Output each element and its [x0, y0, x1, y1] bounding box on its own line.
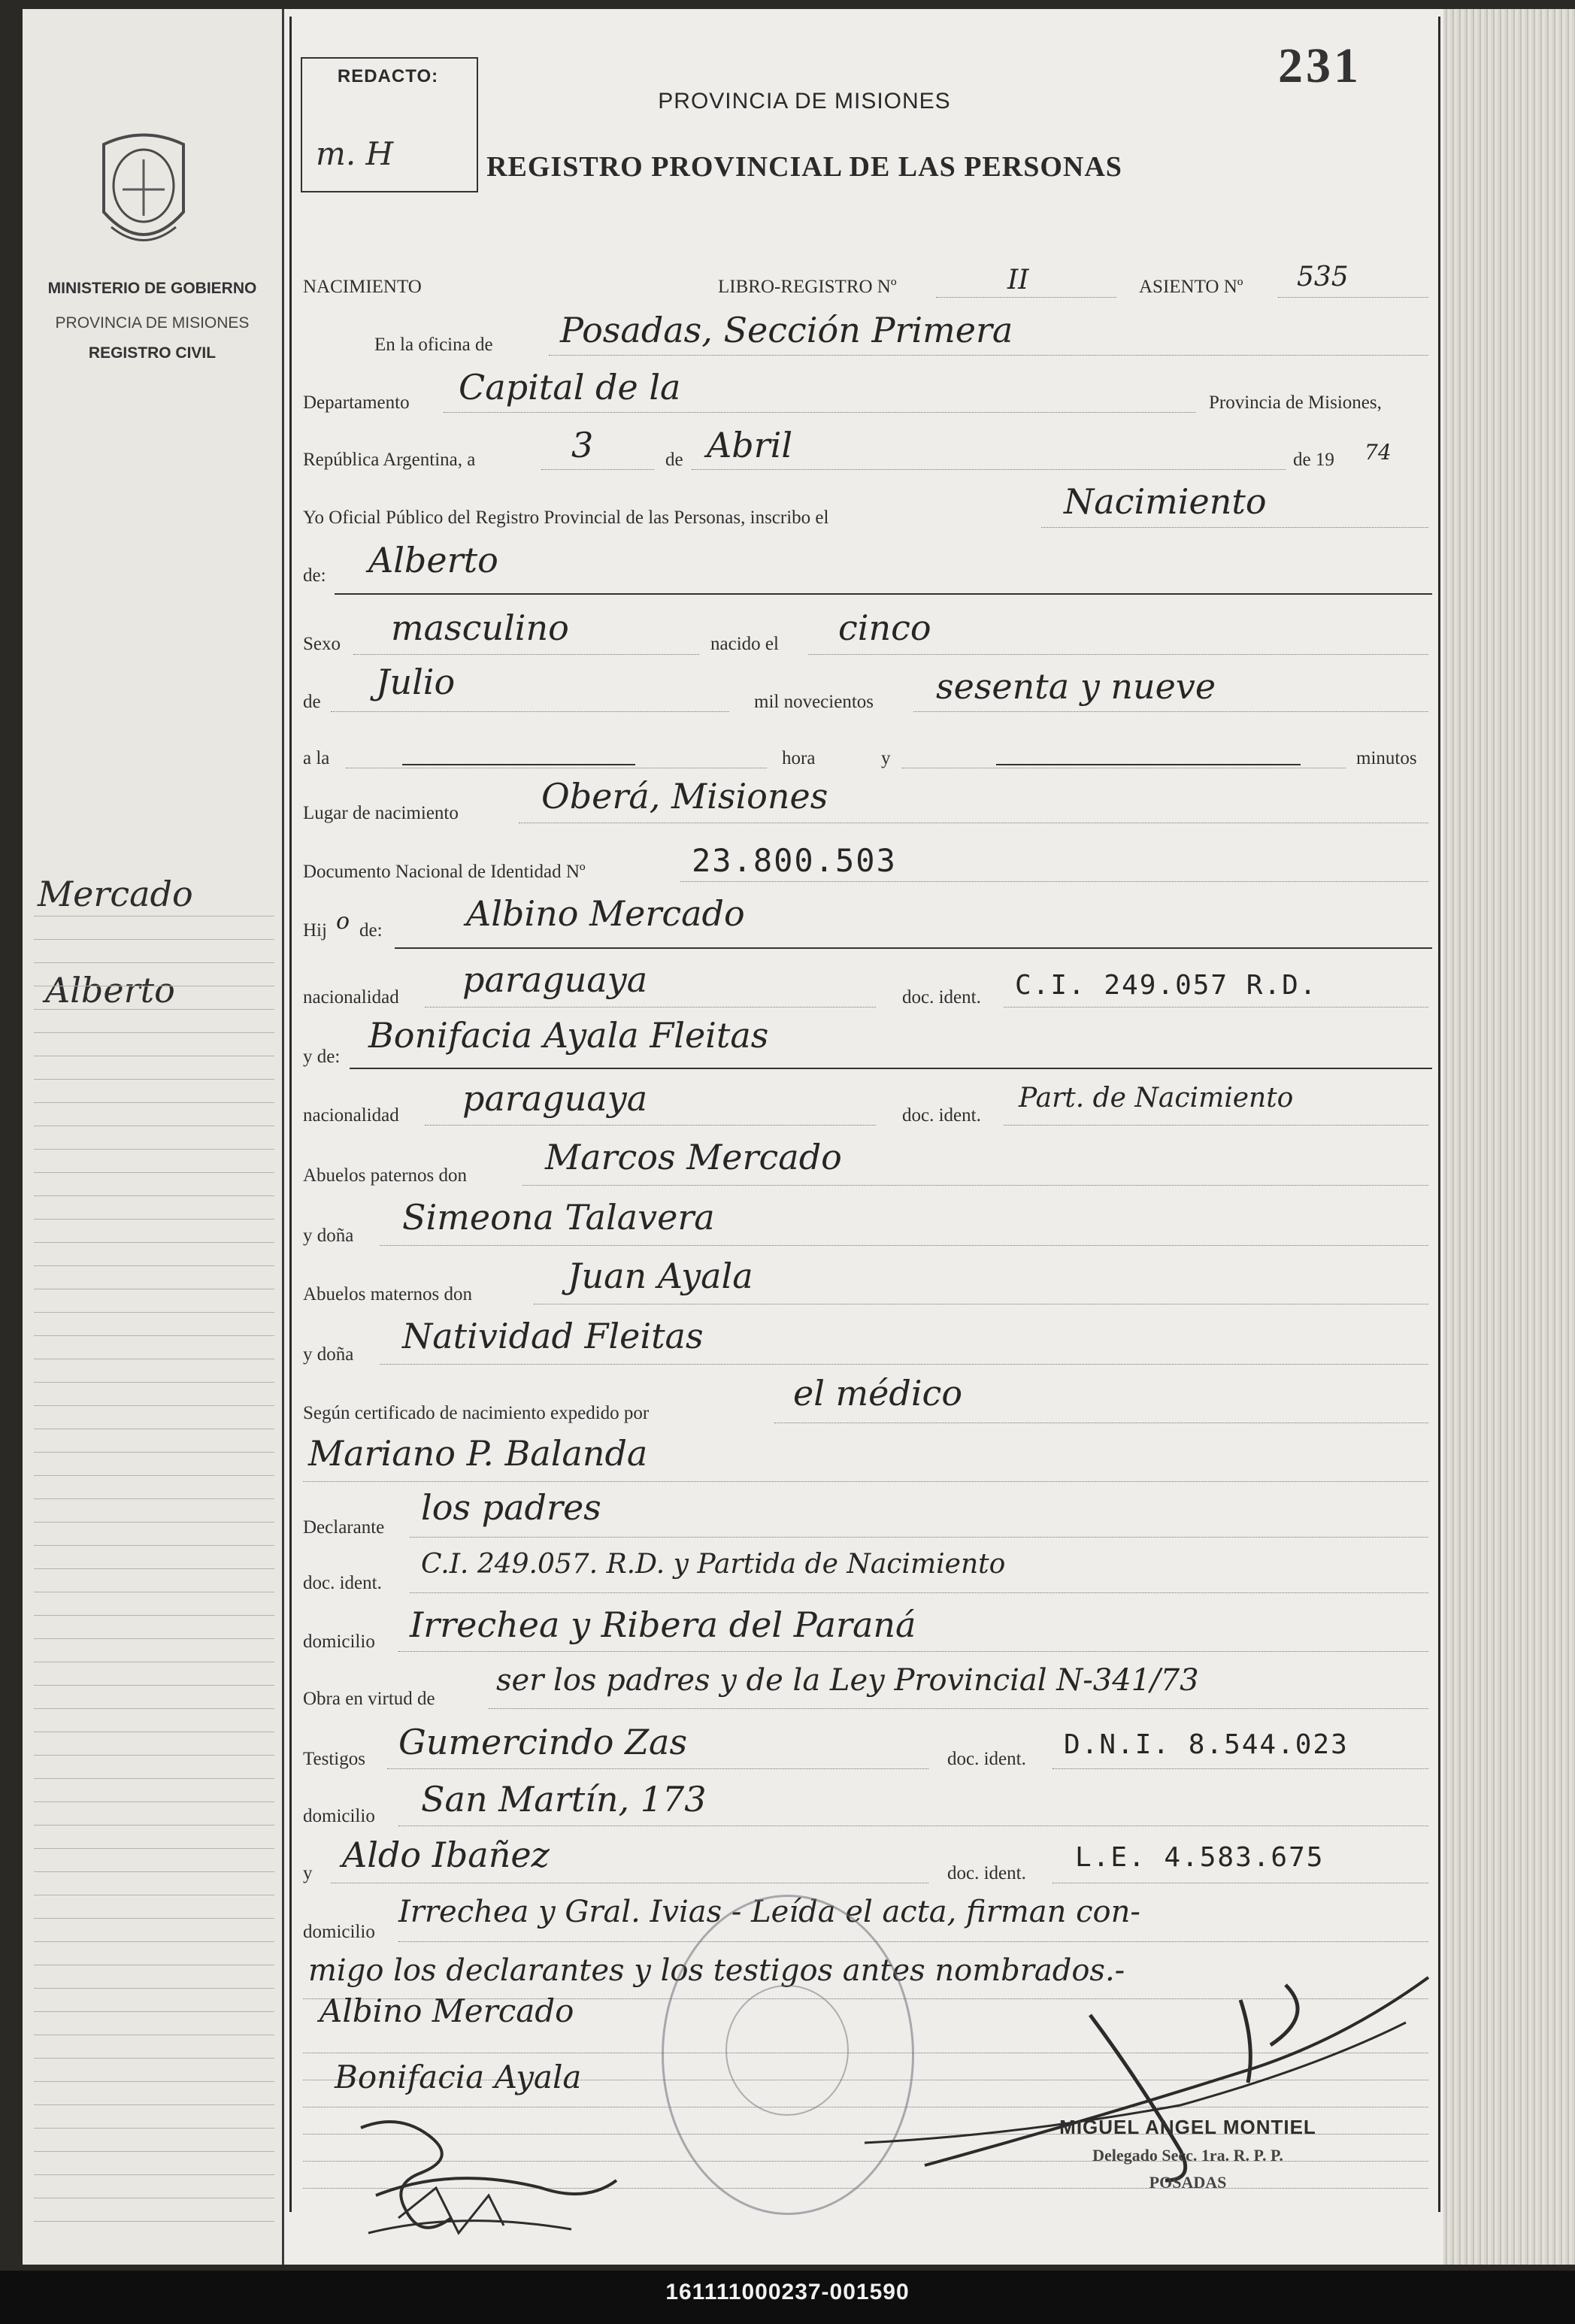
folio-number: 231 [1278, 38, 1361, 93]
republica-label: República Argentina, a [303, 450, 476, 470]
oficina-line [549, 355, 1428, 356]
mes-nac-value: Julio [376, 662, 456, 702]
padre-nacionalidad-value: paraguaya [462, 959, 648, 1000]
testigo1-domicilio-label: domicilio [303, 1806, 375, 1826]
abuela-mat-value: Natividad Fleitas [402, 1316, 704, 1356]
dia-line [541, 469, 654, 470]
domicilio-line [398, 1651, 1428, 1652]
domicilio-label: domicilio [303, 1632, 375, 1652]
cierre-value: migo los declarantes y los testigos antes nombrados.- [308, 1953, 1125, 1988]
margin-ruled-line [34, 1988, 274, 1989]
anio-nac-value: sesenta y nueve [936, 666, 1216, 707]
madre-nacionalidad-value: paraguaya [462, 1078, 648, 1119]
medico-value: Mariano P. Balanda [308, 1433, 648, 1474]
y-de-label: y de: [303, 1047, 341, 1067]
mil-novecientos-label: mil novecientos [754, 692, 874, 712]
padre-value: Albino Mercado [466, 893, 745, 934]
margin-ruled-line [34, 2011, 274, 2012]
y-label: y [881, 748, 891, 768]
margin-ruled-line [34, 1848, 274, 1849]
abuelos-paternos-label: Abuelos paternos don [303, 1165, 468, 1186]
margin-ruled-line [34, 1871, 274, 1872]
official-signature [865, 1955, 1436, 2210]
abuelos-maternos-label: Abuelos maternos don [303, 1284, 472, 1304]
testigo2-doc-value: L.E. 4.583.675 [1075, 1842, 1325, 1873]
testigo2-y-label: y [303, 1863, 313, 1883]
margin-ruled-line [34, 1638, 274, 1639]
abuela-pat-line [380, 1245, 1428, 1246]
official-name: MIGUEL ANGEL MONTIEL [1059, 2116, 1316, 2138]
hijo-de-label: de: [359, 920, 383, 941]
testigo2-domicilio-label: domicilio [303, 1922, 375, 1942]
sexo-value: masculino [391, 608, 569, 648]
de-label: de [665, 450, 683, 470]
margin-ruled-line [34, 1032, 274, 1033]
hijo-suffix: o [336, 908, 350, 935]
margin-ruled-line [34, 1242, 274, 1243]
testigo1-doc-label: doc. ident. [947, 1749, 1026, 1769]
testigo1-doc-line [1053, 1768, 1428, 1769]
margin-ruled-line [34, 1265, 274, 1266]
margin-ruled-line [34, 1102, 274, 1103]
margin-ruled-line [34, 1172, 274, 1173]
margin-ruled-line [34, 1335, 274, 1336]
margin-ruled-line [34, 1568, 274, 1569]
anio-value: 74 [1364, 440, 1392, 465]
madre-doc-label: doc. ident. [902, 1105, 981, 1126]
libro-value: II [1007, 265, 1029, 295]
doc-ident-value: C.I. 249.057. R.D. y Partida de Nacimiento [421, 1549, 1006, 1580]
margin-ruled-line [34, 1009, 274, 1010]
redacto-value: m. H [316, 135, 394, 172]
segun-value: el médico [793, 1373, 963, 1413]
minutos-label: minutos [1356, 748, 1417, 768]
nacido-line [808, 654, 1428, 655]
margin-ruled-line [34, 2058, 274, 2059]
abuelo-mat-value: Juan Ayala [568, 1256, 753, 1296]
sexo-label: Sexo [303, 634, 341, 654]
anio-label: de 19 [1293, 450, 1334, 470]
libro-line [936, 297, 1116, 298]
oficina-label: En la oficina de [374, 335, 493, 355]
sexo-line [353, 654, 699, 655]
testigo1-doc-value: D.N.I. 8.544.023 [1064, 1729, 1349, 1760]
madre-doc-value: Part. de Nacimiento [1019, 1083, 1294, 1114]
stamp-emblem [725, 1985, 849, 2116]
madre-nacionalidad-label: nacionalidad [303, 1105, 399, 1126]
de-mes-label: de [303, 692, 321, 712]
testigo1-line [387, 1768, 928, 1769]
nombre-value: Alberto [368, 540, 498, 580]
provincia-label: Provincia de Misiones, [1209, 392, 1382, 413]
margin-ruled-line [34, 1708, 274, 1709]
page-edges [1443, 9, 1575, 2265]
mes-line [692, 469, 1286, 470]
margin-ruled-line [34, 1522, 274, 1523]
margin-surname: Mercado [38, 874, 193, 914]
margin-ruled-line [34, 1312, 274, 1313]
asiento-line [1278, 297, 1428, 298]
redacto-label: REDACTO: [337, 66, 439, 86]
margin-ruled-line [34, 2104, 274, 2105]
departamento-label: Departamento [303, 392, 410, 413]
abuelo-pat-line [522, 1185, 1428, 1186]
margin-ruled-line [34, 1149, 274, 1150]
margin-ruled-line [34, 1219, 274, 1220]
de-nombre-label: de: [303, 565, 326, 586]
ministry-label: MINISTERIO DE GOBIERNO [47, 280, 257, 297]
nacido-value: cinco [838, 608, 931, 648]
declarante-line [410, 1537, 1428, 1538]
hora-label: hora [782, 748, 816, 768]
lugar-value: Oberá, Misiones [541, 776, 828, 817]
padre-line [395, 947, 1432, 949]
departamento-value: Capital de la [459, 367, 681, 408]
madre-nacionalidad-line [425, 1125, 876, 1126]
testigo2-domicilio-value: Irrechea y Gral. Ivias - Leída el acta, firman con- [398, 1895, 1140, 1929]
margin-ruled-line [34, 1778, 274, 1779]
margin-ruled-line [34, 1475, 274, 1476]
coat-of-arms-seal [89, 129, 198, 257]
testigo2-doc-label: doc. ident. [947, 1863, 1026, 1883]
madre-value: Bonifacia Ayala Fleitas [368, 1015, 769, 1056]
domicilio-value: Irrechea y Ribera del Paraná [410, 1604, 916, 1645]
obra-label: Obra en virtud de [303, 1689, 435, 1709]
libro-label: LIBRO-REGISTRO Nº [718, 277, 897, 297]
mes-value: Abril [707, 425, 793, 465]
margin-ruled-line [34, 1405, 274, 1406]
margin-ruled-line [34, 962, 274, 963]
obra-value: ser los padres y de la Ley Provincial N-341/73 [496, 1663, 1199, 1698]
dni-line [680, 881, 1428, 882]
witness-signature-scribbles [346, 2105, 669, 2256]
document-barcode-id: 161111000237-001590 [665, 2280, 910, 2304]
margin-ruled-line [34, 2151, 274, 2152]
dia-value: 3 [571, 425, 594, 465]
testigo1-value: Gumercindo Zas [398, 1722, 688, 1762]
testigo2-domicilio-line [398, 1941, 1428, 1942]
margin-ruled-line [34, 939, 274, 940]
margin-ruled-line [34, 1452, 274, 1453]
a-la-label: a la [303, 748, 330, 768]
official-role: Delegado Secc. 1ra. R. P. P. [1092, 2146, 1283, 2165]
declarante-label: Declarante [303, 1517, 385, 1538]
dni-value: 23.800.503 [692, 842, 897, 879]
province-label: PROVINCIA DE MISIONES [55, 314, 250, 332]
inscribo-value: Nacimiento [1064, 481, 1267, 522]
signature-father: Albino Mercado [320, 1992, 574, 2029]
margin-ruled-line [34, 1918, 274, 1919]
margin-ruled-line [34, 1685, 274, 1686]
padre-doc-label: doc. ident. [902, 987, 981, 1007]
padre-doc-value: C.I. 249.057 R.D. [1015, 970, 1318, 1001]
margin-ruled-line [34, 1382, 274, 1383]
doc-ident-line [410, 1592, 1428, 1593]
official-city: POSADAS [1149, 2173, 1227, 2192]
margin-ruled-line [34, 916, 274, 917]
margin-ruled-line [34, 1801, 274, 1802]
civil-registry-label: REGISTRO CIVIL [88, 344, 217, 362]
inscribo-line [1041, 527, 1428, 528]
margin-ruled-line [34, 1195, 274, 1196]
province-heading: PROVINCIA DE MISIONES [658, 89, 951, 114]
dni-label: Documento Nacional de Identidad Nº [303, 862, 586, 882]
madre-line [350, 1068, 1432, 1069]
abuela-pat-value: Simeona Talavera [402, 1197, 715, 1238]
padre-nacionalidad-label: nacionalidad [303, 987, 399, 1007]
margin-name: Alberto [45, 970, 175, 1011]
nombre-line [335, 593, 1432, 595]
anio-nac-line [913, 711, 1428, 712]
madre-doc-line [1004, 1125, 1428, 1126]
signature-mother: Bonifacia Ayala [335, 2059, 582, 2095]
asiento-label: ASIENTO Nº [1139, 277, 1243, 297]
margin-ruled-line [34, 2174, 274, 2175]
asiento-value: 535 [1297, 262, 1349, 292]
yo-oficial-label: Yo Oficial Público del Registro Provincial de las Personas, inscribo el [303, 508, 829, 528]
registry-heading: REGISTRO PROVINCIAL DE LAS PERSONAS [486, 151, 1122, 183]
hora-dash [402, 764, 635, 765]
departamento-line [444, 412, 1195, 413]
testigos-label: Testigos [303, 1749, 365, 1769]
abuela-pat-label: y doña [303, 1226, 354, 1246]
testigo2-value: Aldo Ibañez [342, 1835, 550, 1875]
margin-ruled-line [34, 1498, 274, 1499]
margin-ruled-line [34, 1755, 274, 1756]
nacido-label: nacido el [710, 634, 779, 654]
mes-nac-line [331, 711, 729, 712]
margin-ruled-line [34, 1545, 274, 1546]
minutos-dash [996, 764, 1301, 765]
oficina-value: Posadas, Sección Primera [560, 310, 1013, 350]
margin-ruled-line [34, 2221, 274, 2222]
hijo-label: Hij [303, 920, 327, 941]
margin-ruled-line [34, 1825, 274, 1826]
doc-ident-label: doc. ident. [303, 1573, 382, 1593]
abuela-mat-line [380, 1364, 1428, 1365]
nacimiento-label: NACIMIENTO [303, 277, 422, 297]
medico-line [303, 1481, 1428, 1482]
margin-ruled-line [34, 1941, 274, 1942]
testigo1-domicilio-value: San Martín, 173 [421, 1779, 707, 1820]
abuela-mat-label: y doña [303, 1344, 354, 1365]
margin-ruled-line [34, 1079, 274, 1080]
lugar-label: Lugar de nacimiento [303, 803, 459, 823]
abuelo-pat-value: Marcos Mercado [545, 1137, 842, 1177]
margin-ruled-line [34, 2128, 274, 2129]
declarante-value: los padres [421, 1487, 601, 1528]
segun-label: Según certificado de nacimiento expedido por [303, 1403, 650, 1423]
margin-ruled-line [34, 2081, 274, 2082]
margin-ruled-line [34, 1615, 274, 1616]
obra-line [489, 1708, 1428, 1709]
